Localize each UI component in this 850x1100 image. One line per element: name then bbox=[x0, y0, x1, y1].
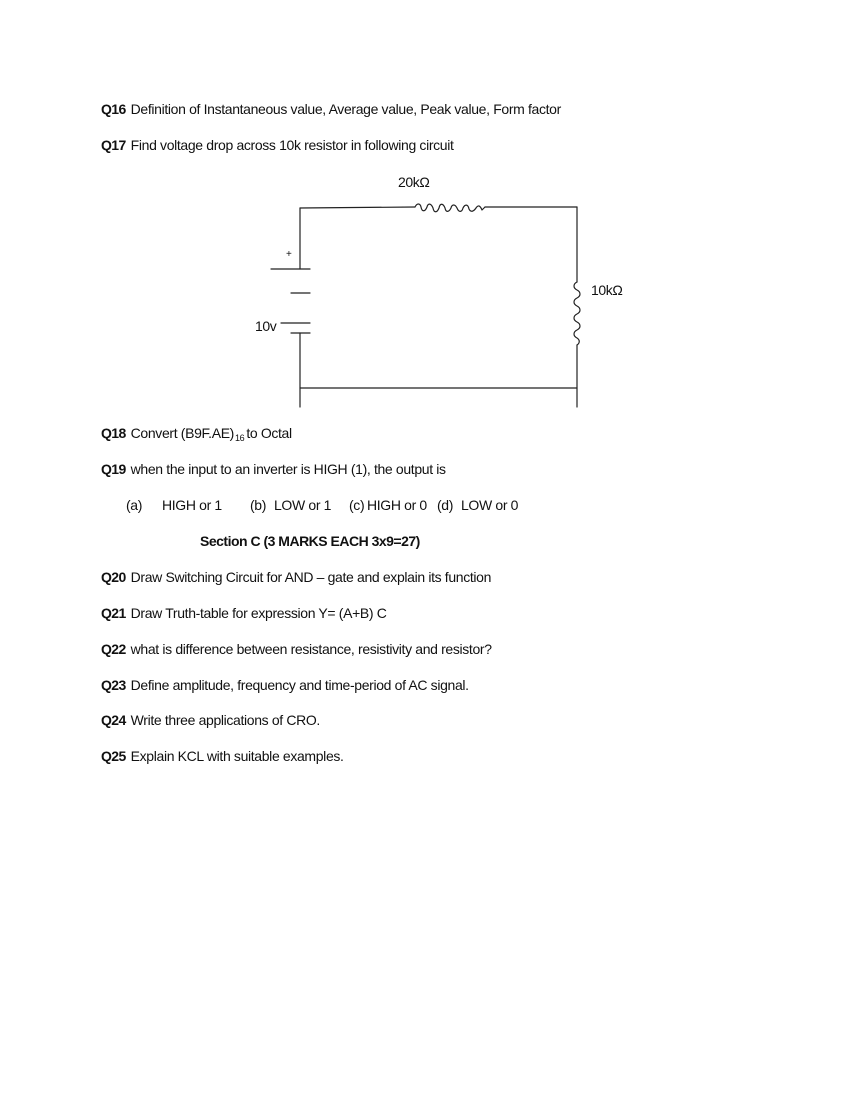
question-number: Q23 bbox=[101, 677, 126, 693]
question-q24 bbox=[101, 711, 320, 729]
question-number: Q22 bbox=[101, 641, 126, 657]
question-number: Q20 bbox=[101, 569, 126, 585]
question-text: Find voltage drop across 10k resistor in following circuit bbox=[130, 137, 454, 153]
question-number: Q16 bbox=[101, 101, 126, 117]
question-number: Q21 bbox=[101, 605, 126, 621]
source-voltage-label: 10v bbox=[255, 318, 277, 334]
option-c-text: HIGH or 0 bbox=[367, 497, 427, 513]
question-text: Definition of Instantaneous value, Average value, Peak value, Form factor bbox=[130, 101, 561, 117]
question-q18 bbox=[101, 424, 292, 447]
option-c-label: (c) bbox=[349, 497, 365, 513]
question-text: Draw Switching Circuit for AND – gate and explain its function bbox=[130, 569, 492, 585]
question-q19 bbox=[101, 460, 446, 478]
resistor-20k-symbol bbox=[415, 204, 485, 212]
question-number: Q18 bbox=[101, 425, 126, 441]
question-q23 bbox=[101, 676, 469, 694]
question-number: Q25 bbox=[101, 748, 126, 764]
question-number: Q17 bbox=[101, 137, 126, 153]
resistor-20k-label: 20kΩ bbox=[398, 174, 430, 190]
section-c-heading: Section C (3 MARKS EACH 3x9=27) bbox=[200, 533, 420, 549]
option-d-label: (d) bbox=[437, 497, 454, 513]
question-q21 bbox=[101, 604, 387, 622]
base-subscript: 16 bbox=[235, 433, 245, 443]
battery-plus-sign: + bbox=[286, 249, 292, 260]
option-d-text: LOW or 0 bbox=[461, 497, 519, 513]
question-q17 bbox=[101, 136, 454, 154]
question-q22 bbox=[101, 640, 492, 658]
option-a-label: (a) bbox=[126, 497, 143, 513]
question-text: Write three applications of CRO. bbox=[130, 712, 320, 728]
question-text: Draw Truth-table for expression Y= (A+B) C bbox=[130, 605, 387, 621]
question-q16 bbox=[101, 100, 561, 118]
question-text: Explain KCL with suitable examples. bbox=[130, 748, 344, 764]
question-number: Q19 bbox=[101, 461, 126, 477]
option-b-label: (b) bbox=[250, 497, 267, 513]
question-q20 bbox=[101, 568, 491, 586]
resistor-10k-label: 10kΩ bbox=[591, 282, 623, 298]
option-b-text: LOW or 1 bbox=[274, 497, 332, 513]
question-text: Define amplitude, frequency and time-period of AC signal. bbox=[130, 677, 469, 693]
question-number: Q24 bbox=[101, 712, 126, 728]
wire-top-left bbox=[300, 207, 415, 208]
question-text-end: to Octal bbox=[246, 425, 292, 441]
question-text: Convert (B9F.AE) bbox=[130, 425, 234, 441]
question-text: what is difference between resistance, resistivity and resistor? bbox=[130, 641, 492, 657]
resistor-10k-symbol bbox=[574, 282, 580, 345]
question-text: when the input to an inverter is HIGH (1), the output is bbox=[130, 461, 446, 477]
option-a-text: HIGH or 1 bbox=[162, 497, 222, 513]
question-q25 bbox=[101, 747, 344, 765]
